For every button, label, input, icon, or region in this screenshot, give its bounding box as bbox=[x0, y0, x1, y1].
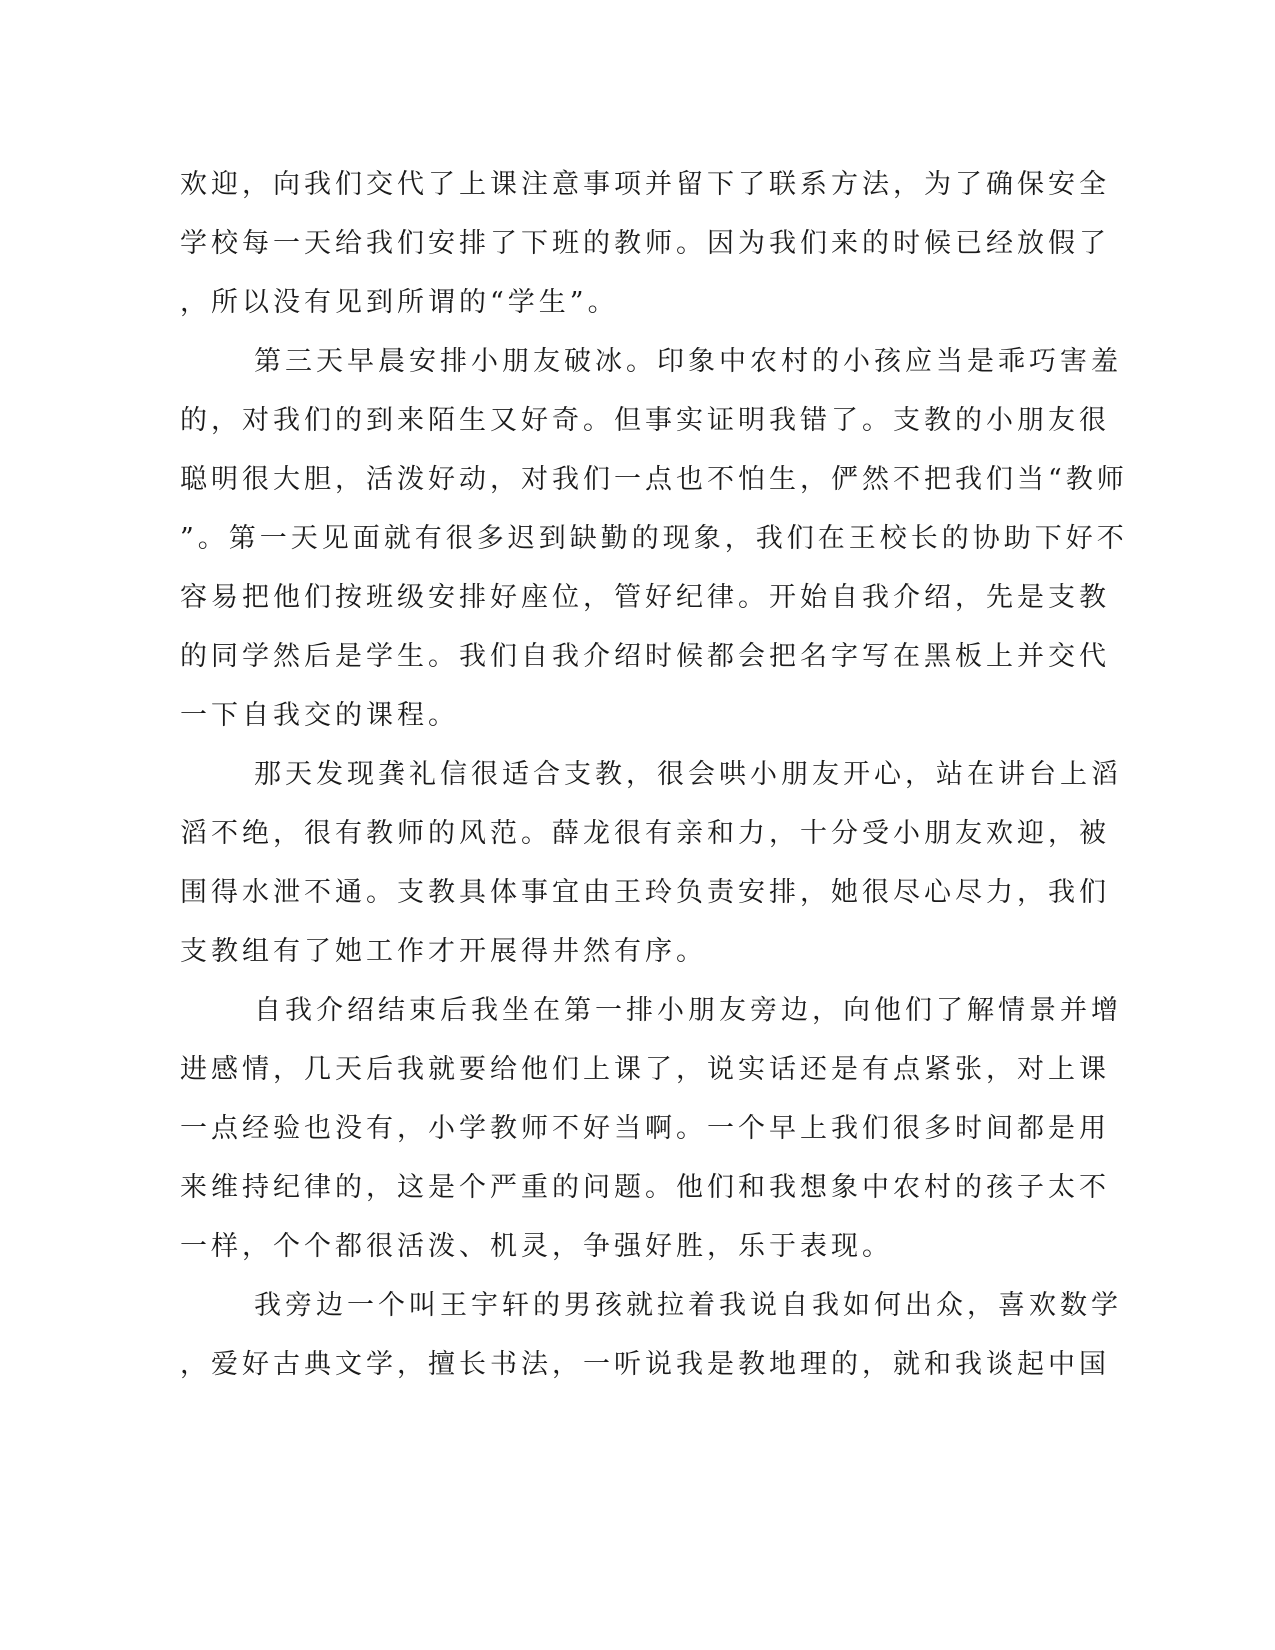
text-line: 一点经验也没有，小学教师不好当啊。一个早上我们很多时间都是用 bbox=[180, 1113, 1110, 1144]
text-line: ”。第一天见面就有很多迟到缺勤的现象，我们在王校长的协助下好不 bbox=[180, 523, 1128, 554]
paragraph-first-line: 那天发现龚礼信很适合支教，很会哄小朋友开心，站在讲台上滔 bbox=[254, 759, 1122, 790]
text-line: 聪明很大胆，活泼好动，对我们一点也不怕生，俨然不把我们当“教师 bbox=[180, 464, 1128, 495]
paragraph-first-line: 自我介绍结束后我坐在第一排小朋友旁边，向他们了解情景并增 bbox=[254, 995, 1122, 1026]
text-line: 的，对我们的到来陌生又好奇。但事实证明我错了。支教的小朋友很 bbox=[180, 405, 1110, 436]
paragraph-first-line: 我旁边一个叫王宇轩的男孩就拉着我说自我如何出众，喜欢数学 bbox=[254, 1290, 1122, 1321]
text-line: 滔不绝，很有教师的风范。薛龙很有亲和力，十分受小朋友欢迎，被 bbox=[180, 818, 1110, 849]
text-line: 支教组有了她工作才开展得井然有序。 bbox=[180, 936, 707, 967]
text-line: 来维持纪律的，这是个严重的问题。他们和我想象中农村的孩子太不 bbox=[180, 1172, 1110, 1203]
document-body bbox=[180, 155, 1128, 1394]
text-line: 一下自我交的课程。 bbox=[180, 700, 459, 731]
text-line: 的同学然后是学生。我们自我介绍时候都会把名字写在黑板上并交代 bbox=[180, 641, 1110, 672]
text-line: 围得水泄不通。支教具体事宜由王玲负责安排，她很尽心尽力，我们 bbox=[180, 877, 1110, 908]
text-line: 一样，个个都很活泼、机灵，争强好胜，乐于表现。 bbox=[180, 1231, 893, 1262]
text-line: 学校每一天给我们安排了下班的教师。因为我们来的时候已经放假了 bbox=[180, 228, 1110, 259]
paragraph-first-line: 第三天早晨安排小朋友破冰。印象中农村的小孩应当是乖巧害羞 bbox=[254, 346, 1122, 377]
text-line: ，爱好古典文学，擅长书法，一听说我是教地理的，就和我谈起中国 bbox=[180, 1349, 1110, 1380]
text-line: ，所以没有见到所谓的“学生”。 bbox=[180, 287, 619, 318]
text-line: 容易把他们按班级安排好座位，管好纪律。开始自我介绍，先是支教 bbox=[180, 582, 1110, 613]
text-line: 欢迎，向我们交代了上课注意事项并留下了联系方法，为了确保安全 bbox=[180, 169, 1110, 200]
text-line: 进感情，几天后我就要给他们上课了，说实话还是有点紧张，对上课 bbox=[180, 1054, 1110, 1085]
